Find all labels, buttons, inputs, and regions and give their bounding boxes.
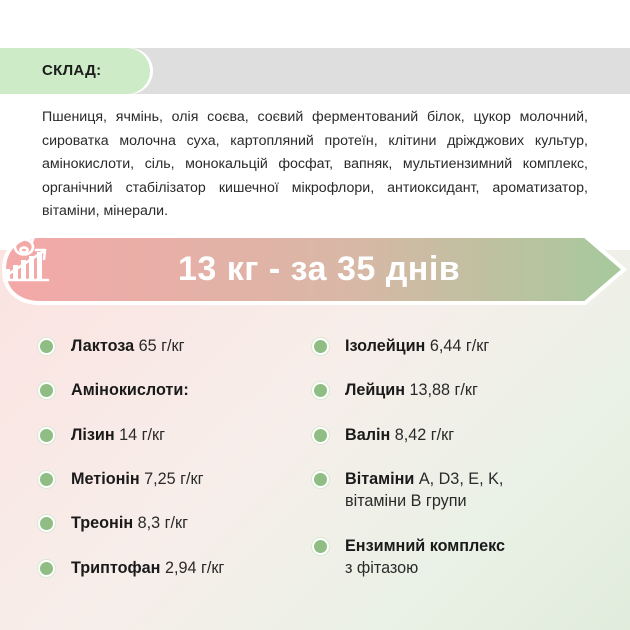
nutrient-name: Вітаміни: [345, 470, 415, 488]
nutrient-value: 65 г/кг: [138, 337, 185, 355]
nutrient-value: A, D3, E, K, вітаміни B групи: [345, 470, 504, 510]
nutrient-value: 7,25 г/кг: [144, 470, 204, 488]
list-item: [40, 557, 224, 579]
bullet-dot-icon: [40, 429, 53, 442]
bullet-dot-icon: [40, 517, 53, 530]
list-item: [40, 468, 204, 490]
bullet-dot-icon: [314, 429, 327, 442]
list-item: [40, 335, 185, 357]
nutrient-name: Триптофан: [71, 559, 161, 577]
composition-text: Пшениця, ячмінь, олія соєва, соєвий ферментований білок, цукор молочний, сироватка молочна суха, картопляний протеїн, клітини дріжджових культур, амінокислоти, сіль, монокальцій фосфат, вапняк, мультиензимний комплекс, органічний стабілізатор кишечної мікрофлори, антиоксидант, ароматизатор, вітаміни, мінерали.: [42, 109, 588, 219]
nutrient-value: 8,42 г/кг: [394, 426, 455, 444]
section-title: СКЛАД:: [42, 62, 102, 79]
nutrient-name: Лейцин: [345, 381, 405, 399]
nutrient-value: 13,88 г/кг: [409, 381, 478, 399]
list-item: [314, 468, 524, 512]
nutrient-name: Метіонін: [71, 470, 140, 488]
nutrient-value: 14 г/кг: [119, 426, 166, 444]
list-item: [314, 424, 454, 446]
nutrient-name: Валін: [345, 426, 391, 444]
list-item: [40, 512, 188, 534]
result-banner: [0, 233, 630, 306]
list-item: [40, 424, 165, 446]
nutrient-value: 2,94 г/кг: [164, 559, 225, 577]
nutrient-name: Ізолейцин: [345, 337, 426, 355]
bullet-dot-icon: [40, 562, 53, 575]
nutrient-name: Лактоза: [71, 337, 135, 355]
nutrient-name: Ензимний комплекс: [345, 537, 506, 555]
banner-title: 13 кг - за 35 днів: [178, 250, 461, 288]
nutrient-name: Лізин: [71, 426, 115, 444]
bullet-dot-icon: [314, 540, 327, 553]
bullet-dot-icon: [314, 473, 327, 486]
nutrient-value: з фітазою: [345, 559, 419, 577]
nutrient-name: Амінокислоти:: [71, 381, 189, 399]
list-item: [40, 379, 189, 401]
nutrient-value: 6,44 г/кг: [429, 337, 490, 355]
bullet-dot-icon: [40, 473, 53, 486]
pig-growth-chart-icon: [0, 233, 52, 283]
list-item: [314, 335, 489, 357]
bullet-dot-icon: [40, 384, 53, 397]
bullet-dot-icon: [314, 340, 327, 353]
bullet-dot-icon: [40, 340, 53, 353]
list-item: [314, 535, 544, 579]
list-item: [314, 379, 478, 401]
nutrient-name: Треонін: [71, 514, 134, 532]
bullet-dot-icon: [314, 384, 327, 397]
nutrient-value: 8,3 г/кг: [137, 514, 188, 532]
